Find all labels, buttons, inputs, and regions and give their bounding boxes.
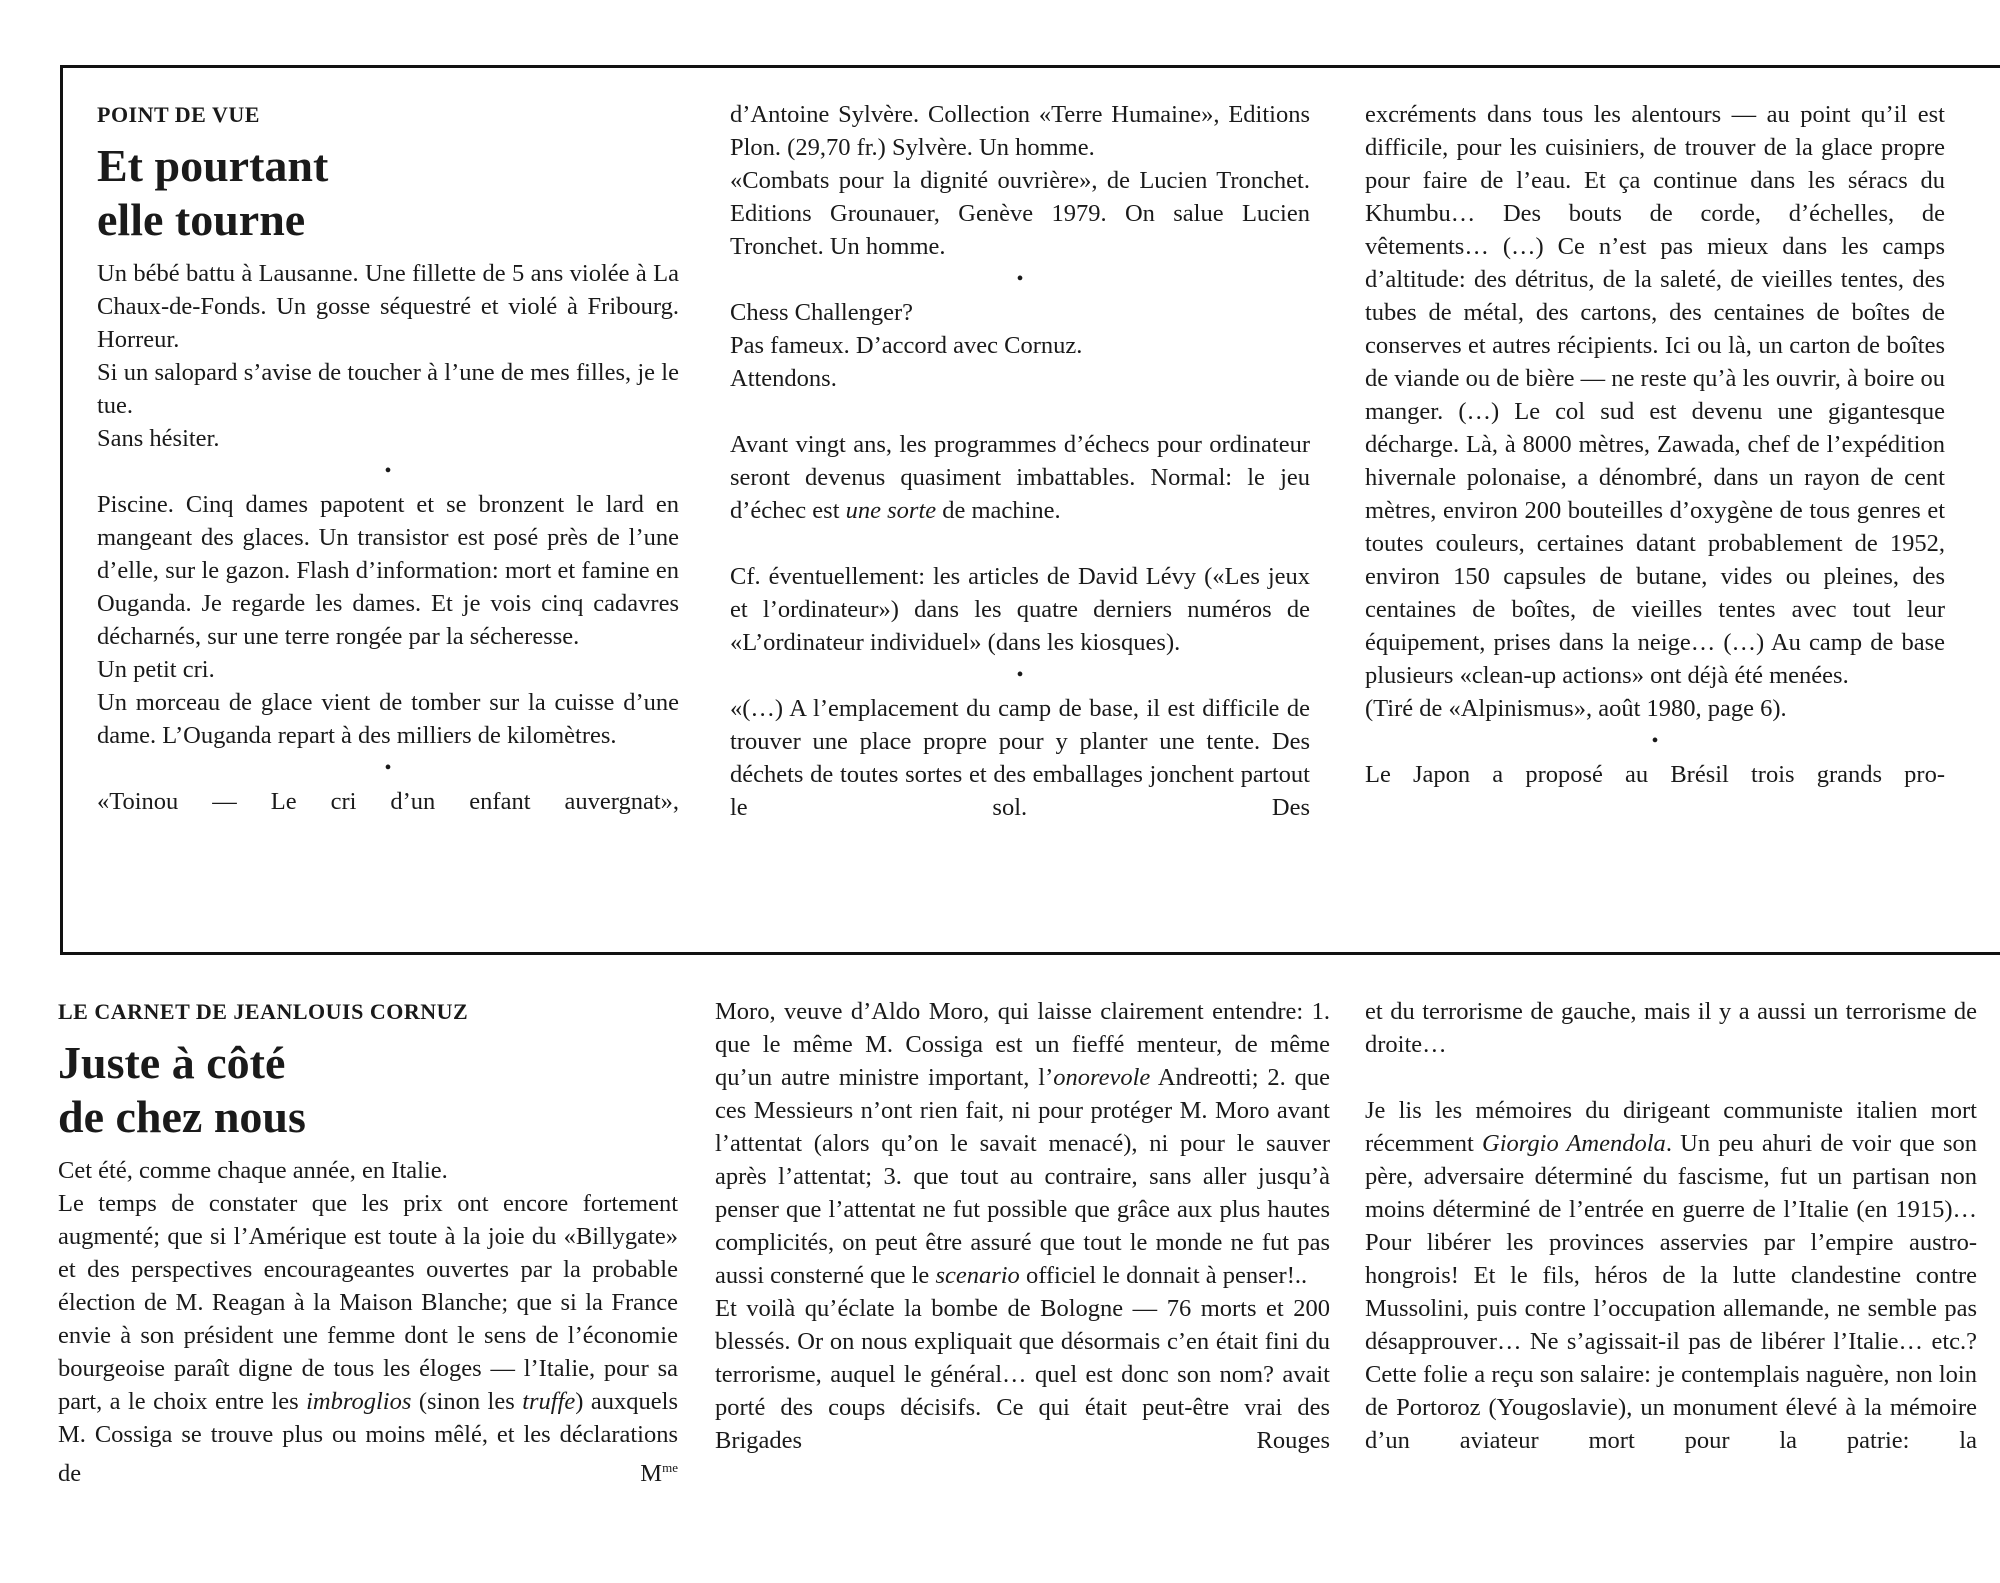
paragraph: «Combats pour la dignité ouvrière», de Lucien Tronchet. Editions Grounauer, Genève 1979. On salue Lucien Tronchet. Un homme. — [730, 167, 1310, 260]
separator-bullet: • — [384, 757, 392, 779]
paragraph: excréments dans tous les alentours — au point qu’il est difficile, pour les cuisiniers, de trouver de la glace propre pour faire de l’eau. Et ça continue dans les séracs du Khumbu… Des bouts de corde, d’échelles, de vêtements… (…) Ce n’est pas mieux dans les camps d’altitude: des détritus, de la saleté, de vieilles tentes, des tubes de métal, des cartons, des centaines de boîtes de conserves et autres récipients. Ici ou là, un carton de boîtes de viande ou de bière — ne reste qu’à les ouvrir, à boire ou manger. (…) Le col sud est devenu une gigantesque décharge. Là, à 8000 mètres, Zawada, chef de l’expédition hivernale polonaise, a dénombré, dans un rayon de cent mètres, environ 200 bouteilles d’oxygène de tous genres et toutes couleurs, certaines datant probablement de 1952, environ 150 capsules de butane, vides ou pleines, des centaines de boîtes, de vieilles tentes avec tout leur équipement, prises dans la neige… (…) Au camp de base plusieurs «clean-up actions» ont déjà été menées. — [1365, 101, 1945, 689]
paragraph — [58, 1187, 678, 1490]
top-article-column-2 — [730, 98, 1310, 824]
text-run: (sinon les — [418, 1388, 515, 1415]
separator-bullet: • — [1651, 730, 1659, 752]
paragraph: Pas fameux. D’accord avec Cornuz. — [730, 332, 1083, 359]
paragraph: Cf. éventuellement: les articles de David Lévy («Les jeux et l’ordinateur») dans les quatre derniers numéros de «L’ordinateur individuel» (dans les kiosques). — [730, 563, 1310, 656]
paragraph: (Tiré de «Alpinismus», août 1980, page 6). — [1365, 695, 1787, 722]
paragraph: Chess Challenger? — [730, 299, 914, 326]
text-run: Andreotti; 2. que ces Messieurs n’ont rien fait, ni pour protéger M. Moro avant l’attentat (alors qu’on le savait menacé), ni pour le sauver après l’attentat; 3. que tout au contraire, sans aller jusqu’à penser que l’attentat ne fut possible que grâce aux plus hautes complicités, on peut être assuré que tout le monde ne fut pas aussi consterné que le — [715, 1064, 1330, 1289]
top-article-kicker: POINT DE VUE — [97, 102, 260, 127]
paragraph: et du terrorisme de gauche, mais il y a aussi un terrorisme de droite… — [1365, 998, 1977, 1058]
top-article-column-3 — [1365, 98, 1945, 791]
italic-text: Giorgio Amendola — [1482, 1130, 1666, 1157]
paragraph — [715, 995, 1330, 1292]
text-run: Je lis les mémoires du dirigeant communiste italien mort récemment — [1365, 1097, 1977, 1157]
italic-text: truffe — [522, 1388, 576, 1415]
spacer — [730, 527, 1310, 560]
paragraph: Sans hésiter. — [97, 425, 220, 452]
paragraph: Et voilà qu’éclate la bombe de Bologne — 76 morts et 200 blessés. Or on nous expliquait que désormais c’en était fini du terrorisme, auquel le général… quel est donc son nom? avait porté des coups décisifs. Ce qui était peut-être vrai des Brigades Rouges — [715, 1295, 1330, 1454]
paragraph: Un petit cri. — [97, 656, 215, 683]
bottom-article-title-line-2: de chez nous — [58, 1091, 306, 1142]
text-run: ) auxquels M. Cossiga se trouve plus ou moins mêlé, et les déclarations de M — [58, 1388, 678, 1488]
paragraph: d’Antoine Sylvère. Collection «Terre Humaine», Editions Plon. (29,70 fr.) Sylvère. Un homme. — [730, 101, 1310, 161]
top-article-title — [97, 139, 679, 247]
spacer — [730, 395, 1310, 428]
top-article-title-line-1: Et pourtant — [97, 140, 329, 191]
separator-bullet: • — [1016, 268, 1024, 290]
text-run: Avant vingt ans, les programmes d’échecs pour ordinateur seront devenus quasiment imbattables. Normal: le jeu d’échec est — [730, 431, 1310, 524]
paragraph: Piscine. Cinq dames papotent et se bronzent le lard en mangeant des glaces. Un transistor est posé près de l’une d’elle, sur le gazon. Flash d’information: mort et famine en Ouganda. Je regarde les dames. Et je vois cinq cadavres décharnés, sur une terre rongée par la sécheresse. — [97, 491, 679, 650]
bottom-article-title — [58, 1036, 678, 1144]
text-run: Le temps de constater que les prix ont encore fortement augmenté; que si l’Amérique est toute à la joie du «Billygate» et des perspectives encourageantes ouvertes par la probable élection de M. Reagan à la Maison Blanche; que si la France envie à son président une femme dont le sens de l’économie bourgeoise paraît digne de tous les éloges — l’Italie, pour sa part, a le choix entre les — [58, 1190, 678, 1415]
separator-bullet: • — [384, 460, 392, 482]
paragraph: «Toinou — Le cri d’un enfant auvergnat», — [97, 788, 679, 815]
italic-text: scenario — [935, 1262, 1020, 1289]
bottom-article-column-3 — [1365, 995, 1977, 1457]
paragraph: Un bébé battu à Lausanne. Une fillette de 5 ans violée à La Chaux-de-Fonds. Un gosse séquestré et violé à Fribourg. Horreur. — [97, 260, 679, 353]
italic-text: une sorte — [845, 497, 937, 524]
bottom-article-kicker: LE CARNET DE JEANLOUIS CORNUZ — [58, 999, 469, 1024]
separator-bullet: • — [1016, 664, 1024, 686]
bottom-article-title-line-1: Juste à côté — [58, 1037, 286, 1088]
superscript: me — [662, 1460, 678, 1475]
paragraph: Un morceau de glace vient de tomber sur la cuisse d’une dame. L’Ouganda repart à des milliers de kilomètres. — [97, 689, 679, 749]
paragraph: Le Japon a proposé au Brésil trois grands pro- — [1365, 761, 1945, 788]
top-article-title-line-2: elle tourne — [97, 194, 306, 245]
paragraph: Cet été, comme chaque année, en Italie. — [58, 1157, 448, 1184]
bottom-article-column-1 — [58, 995, 678, 1490]
text-run: . Un peu ahuri de voir que son père, adversaire déterminé du fascisme, fut un partisan non moins déterminé de l’entrée en guerre de l’Italie (en 1915)… Pour libérer les provinces asservies par l’empire austro-hongrois! Et le fils, héros de la lutte clandestine contre Mussolini, puis contre l’occupation allemande, ne semble pas désapprouver… Ne s’agissait-il pas de libérer l’Italie… etc.? Cette folie a reçu son salaire: je contemplais naguère, non loin de Portoroz (Yougoslavie), un monument élevé à la mémoire d’un aviateur mort pour la patrie: la — [1365, 1130, 1977, 1454]
text-run: officiel le donnait à penser!.. — [1025, 1262, 1308, 1289]
paragraph: Attendons. — [730, 365, 837, 392]
top-article-column-1 — [97, 98, 679, 818]
paragraph: Si un salopard s’avise de toucher à l’une de mes filles, je le tue. — [97, 359, 679, 419]
spacer — [1365, 1061, 1977, 1094]
paragraph — [730, 428, 1310, 527]
paragraph — [1365, 1094, 1977, 1457]
italic-text: onorevole — [1053, 1064, 1151, 1091]
text-run: Moro, veuve d’Aldo Moro, qui laisse clairement entendre: 1. que le même M. Cossiga est un fieffé menteur, de même qu’un autre ministre important, l’ — [715, 998, 1330, 1091]
paragraph: «(…) A l’emplacement du camp de base, il est difficile de trouver une place propre pour y planter une tente. Des déchets de toutes sortes et des emballages jonchent partout le sol. Des — [730, 695, 1310, 821]
text-run: de machine. — [942, 497, 1061, 524]
italic-text: imbroglios — [306, 1388, 412, 1415]
bottom-article-column-2 — [715, 995, 1330, 1457]
